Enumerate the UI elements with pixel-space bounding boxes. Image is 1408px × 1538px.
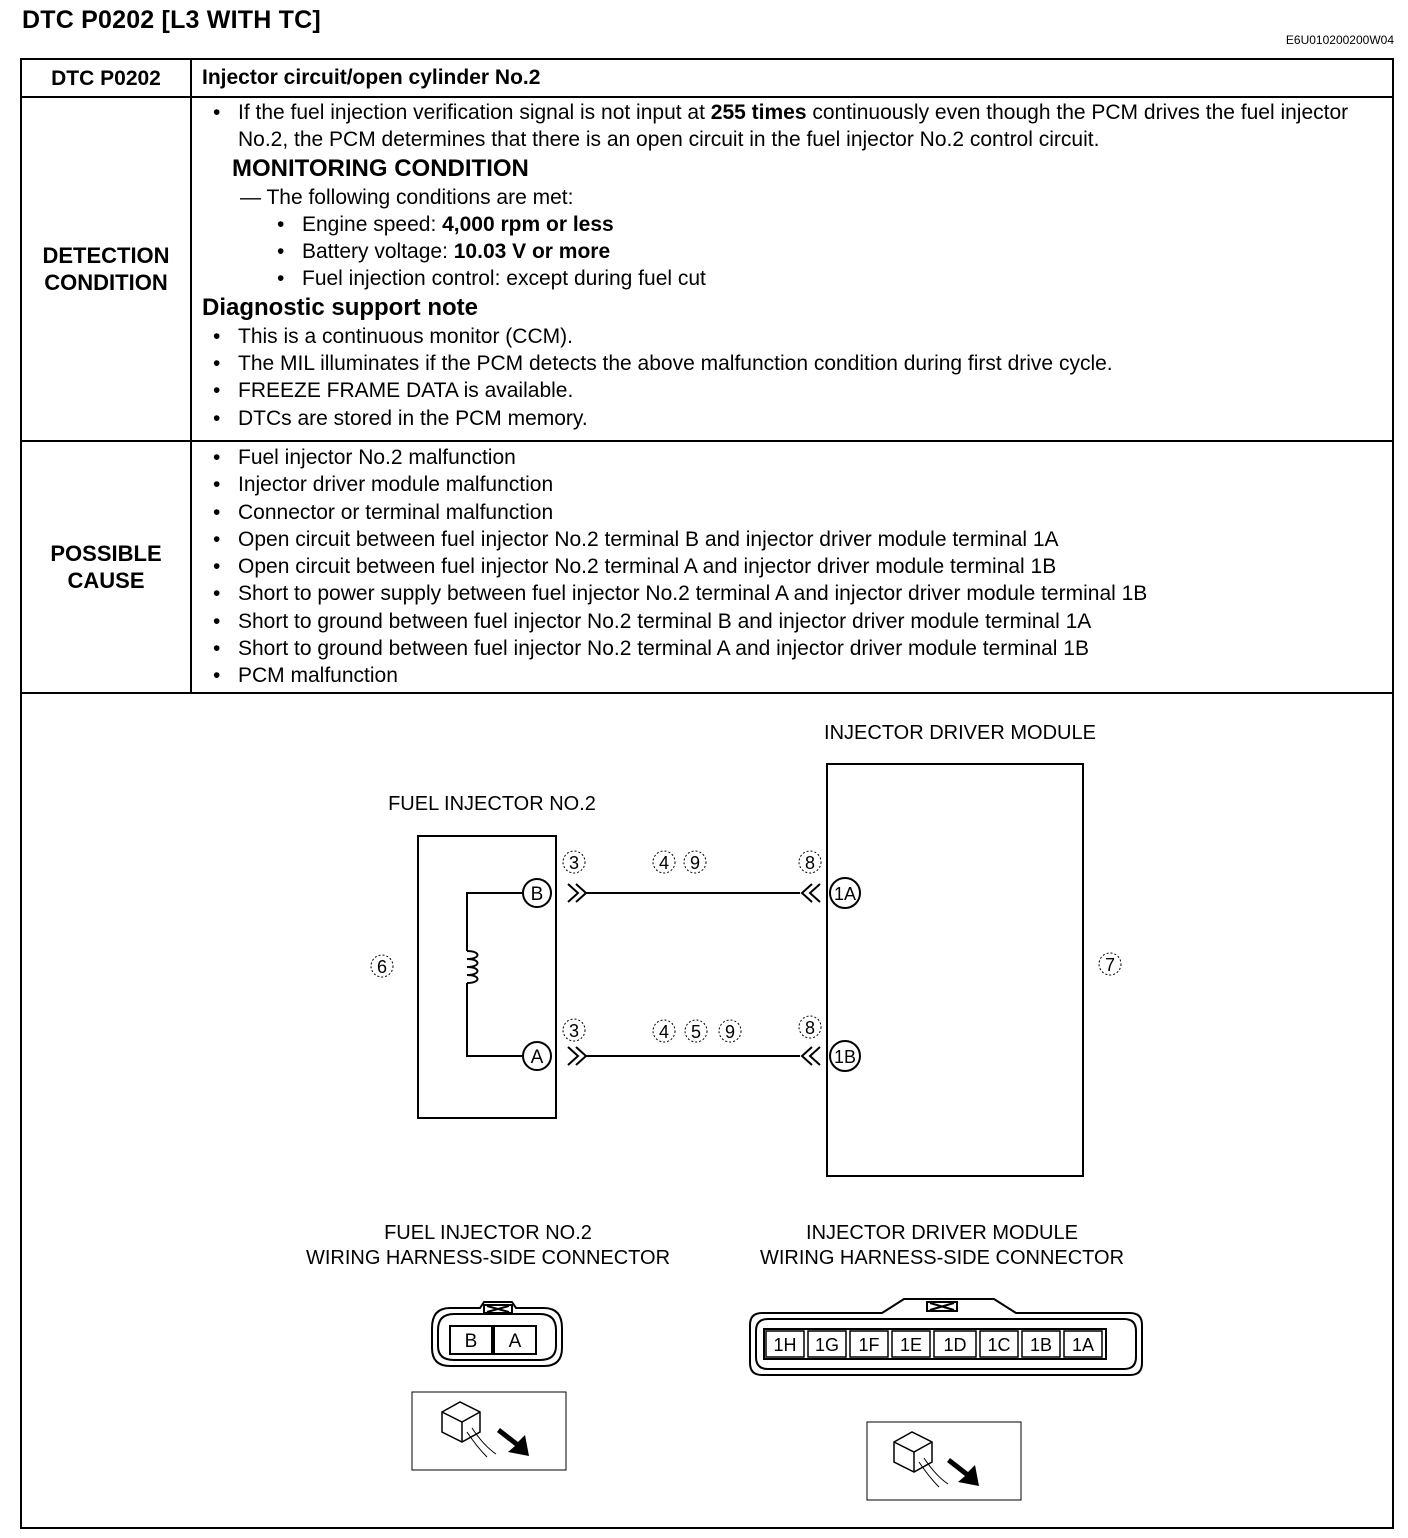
terminal-1b: 1B	[833, 1047, 857, 1067]
possible-cause-label: POSSIBLE CAUSE	[22, 442, 192, 692]
detection-row	[22, 98, 1392, 442]
connector1-title-line1: FUEL INJECTOR NO.2	[384, 1222, 592, 1244]
ref-connector-module: 8	[804, 1018, 816, 1038]
possible-cause-content	[202, 444, 1386, 690]
cause-item: • PCM malfunction	[202, 662, 1386, 689]
ref-harness: 4	[658, 853, 670, 873]
ref-harness-alt: 9	[689, 853, 701, 873]
connector2-pin: 1G	[814, 1335, 840, 1355]
cause-item: • Open circuit between fuel injector No.2 terminal A and injector driver module terminal 1B	[202, 553, 1386, 580]
ref-connector-injector: 3	[568, 853, 580, 873]
page-title: DTC P0202 [L3 WITH TC]	[22, 6, 321, 34]
ref-harness-alt: 9	[724, 1022, 736, 1042]
document-code: E6U010200200W04	[1285, 33, 1394, 47]
possible-cause-row	[22, 442, 1392, 694]
ref-harness: 4	[658, 1022, 670, 1042]
conditions-intro: — The following conditions are met:	[240, 185, 574, 209]
ref-module: 7	[1104, 955, 1116, 975]
connector2-title-line2: WIRING HARNESS-SIDE CONNECTOR	[759, 1247, 1125, 1269]
dtc-description: Injector circuit/open cylinder No.2	[202, 66, 541, 89]
connector2-pin: 1F	[858, 1335, 880, 1355]
connector2-title-line1: INJECTOR DRIVER MODULE	[806, 1222, 1078, 1244]
coil-icon	[467, 893, 522, 1056]
cause-item: • Short to ground between fuel injector No.2 terminal A and injector driver module terminal 1B	[202, 635, 1386, 662]
connector2-pin: 1H	[773, 1335, 797, 1355]
detection-intro: • If the fuel injection verification signal is not input at 255 times continuously even though the PCM drives the fuel injector No.2, the PCM determines that there is an open circuit in the fuel injector No.2 control circuit.	[202, 99, 1386, 154]
terminal-1a: 1A	[833, 884, 857, 904]
cause-item: • Open circuit between fuel injector No.2 terminal B and injector driver module terminal 1A	[202, 526, 1386, 553]
ref-injector: 6	[376, 957, 388, 977]
ref-short: 5	[690, 1022, 702, 1042]
connector2-pin: 1D	[943, 1335, 967, 1355]
terminal-b: B	[530, 884, 544, 905]
harness-view-icon	[867, 1422, 1021, 1500]
support-note: • DTCs are stored in the PCM memory.	[202, 405, 1386, 432]
injector-driver-module-box	[827, 764, 1083, 1176]
cause-item: • Connector or terminal malfunction	[202, 499, 1386, 526]
detection-label: DETECTION CONDITION	[22, 98, 192, 440]
connector2-pin: 1A	[1071, 1335, 1095, 1355]
detection-content	[202, 99, 1386, 432]
connector2-pin: 1E	[899, 1335, 923, 1355]
injector-connector	[432, 1302, 562, 1366]
support-heading: Diagnostic support note	[202, 293, 478, 321]
dtc-table	[20, 58, 1394, 1529]
injector-label: FUEL INJECTOR NO.2	[388, 793, 596, 815]
support-note: • This is a continuous monitor (CCM).	[202, 323, 1386, 350]
support-note: • The MIL illuminates if the PCM detects the above malfunction condition during first drive cycle.	[202, 350, 1386, 377]
condition-engine-speed: • Engine speed: 4,000 rpm or less	[202, 211, 1386, 238]
cause-item: • Injector driver module malfunction	[202, 471, 1386, 498]
connector2-pin: 1B	[1029, 1335, 1053, 1355]
harness-view-icon	[412, 1392, 566, 1470]
condition-battery-voltage: • Battery voltage: 10.03 V or more	[202, 238, 1386, 265]
connector1-pin: B	[464, 1331, 478, 1352]
wiring-diagram	[22, 694, 1392, 1527]
connector2-pin: 1C	[987, 1335, 1011, 1355]
cause-item: • Fuel injector No.2 malfunction	[202, 444, 1386, 471]
ref-connector-injector: 3	[568, 1021, 580, 1041]
dtc-label: DTC P0202	[22, 60, 192, 96]
cause-item: • Short to ground between fuel injector No.2 terminal B and injector driver module terminal 1A	[202, 608, 1386, 635]
ref-connector-module: 8	[804, 853, 816, 873]
connector1-title-line2: WIRING HARNESS-SIDE CONNECTOR	[305, 1247, 671, 1269]
dtc-row	[22, 60, 1392, 98]
monitoring-heading: MONITORING CONDITION	[232, 154, 529, 182]
condition-fuel-injection: • Fuel injection control: except during fuel cut	[202, 265, 1386, 292]
module-label: INJECTOR DRIVER MODULE	[824, 722, 1096, 744]
cause-item: • Short to power supply between fuel injector No.2 terminal A and injector driver module terminal 1B	[202, 580, 1386, 607]
connector1-pin: A	[508, 1331, 522, 1352]
terminal-a: A	[530, 1047, 544, 1068]
support-note: • FREEZE FRAME DATA is available.	[202, 377, 1386, 404]
